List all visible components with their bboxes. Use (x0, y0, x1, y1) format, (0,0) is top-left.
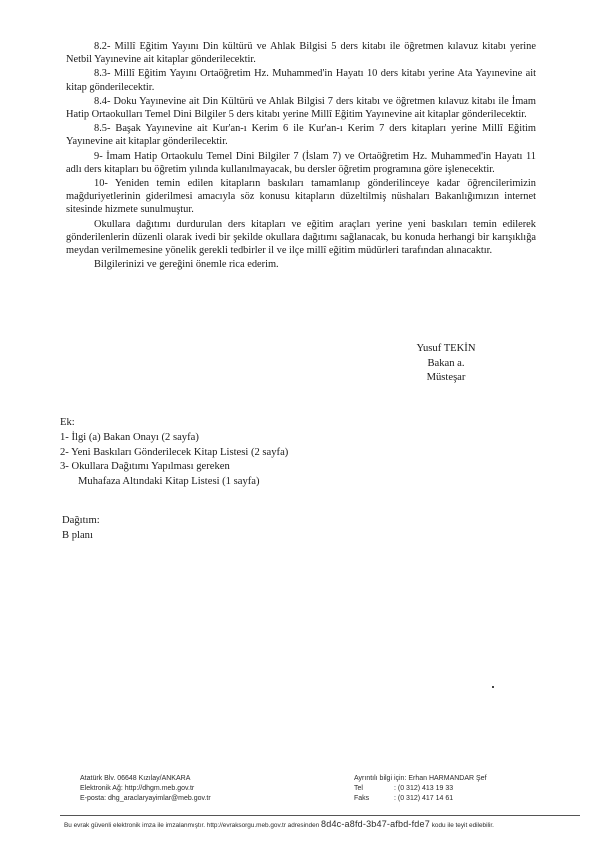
attachment-item: 1- İlgi (a) Bakan Onayı (2 sayfa) (60, 431, 199, 443)
tel-value: : (0 312) 413 19 33 (394, 785, 454, 792)
footer-address: Atatürk Blv. 06648 Kızılay/ANKARA (80, 775, 191, 782)
distribution-value: B planı (62, 529, 93, 541)
footer-network: Elektronik Ağ: http://dhgm.meb.gov.tr (80, 785, 195, 792)
signatory-name: Yusuf TEKİN (416, 343, 476, 354)
distribution-heading: Dağıtım: (62, 515, 100, 526)
signature-block (386, 342, 506, 386)
paragraph-8-3: 8.3- Millî Eğitim Yayını Ortaöğretim Hz. Muhammed'in Hayatı 10 ders kitabı yerine Ata Yayınevine ait kitap gönderilecektir. (66, 68, 536, 93)
scan-speck (492, 686, 494, 688)
fax-value: : (0 312) 417 14 61 (394, 795, 454, 802)
attachments-heading: Ek: (60, 417, 75, 428)
verification-prefix: Bu evrak güvenli elektronik imza ile imzalanmıştır. http://evraksorgu.meb.gov.tr adresinden (64, 822, 320, 829)
signatory-title: Bakan a. (427, 357, 465, 369)
attachment-item: 3- Okullara Dağıtımı Yapılması gereken (60, 461, 230, 473)
attachments-list (60, 416, 420, 490)
paragraph-distribution-note: Okullara dağıtımı durdurulan ders kitapları ve eğitim araçları yerine yeni baskıları temin edilerek gönderilenlerin düzenli olarak ivedi bir şekilde okullara dağıtımı sağlanacak, bu konuda herhangi bir karışıklığa meydan verilmemesine yönelik gerekli tedbirler il ve ilçe millî eğitim müdürleri tarafından alınacaktır. (66, 218, 536, 257)
footer-address-block (80, 774, 300, 804)
footer-fax-row (354, 794, 574, 804)
verification-code: 8d4c-a8fd-3b47-afbd-fde7 (321, 819, 430, 829)
footer-email: E-posta: dhg_araclaryayimlar@meb.gov.tr (80, 795, 211, 802)
verification-suffix: kodu ile teyit edilebilir. (431, 822, 494, 829)
tel-label: Tel (354, 785, 363, 792)
paragraph-closing: Bilgilerinizi ve gereğini önemle rica ederim. (94, 259, 279, 271)
paragraph-9: 9- İmam Hatip Ortaokulu Temel Dini Bilgiler 7 (İslam 7) ve Ortaöğretim Hz. Muhammed'in Hayatı 11 adlı ders kitapları bu öğretim yılında kullanılmayacak, bu dersler öğretim programına göre işlenecektir. (66, 150, 536, 175)
paragraph-8-5: 8.5- Başak Yayınevine ait Kur'an-ı Kerim 6 ile Kur'an-ı Kerim 7 ders kitapları yerine Millî Eğitim Yayınevine ait kitaplar gönderilecektir. (66, 123, 536, 148)
paragraph-8-2: 8.2- Millî Eğitim Yayını Din kültürü ve Ahlak Bilgisi 5 ders kitabı ile öğretmen kılavuz kitabı yerine Netbil Yayınevine ait kitaplar gönderilecektir. (66, 41, 536, 66)
fax-label: Faks (354, 795, 370, 802)
attachment-item: 2- Yeni Baskıları Gönderilecek Kitap Listesi (2 sayfa) (60, 446, 289, 458)
distribution-block (62, 514, 100, 544)
signatory-position: Müsteşar (426, 372, 466, 384)
verification-line (64, 820, 584, 830)
attachment-item-continued: Muhafaza Altındaki Kitap Listesi (1 sayfa) (78, 476, 260, 488)
letter-body (66, 40, 536, 272)
paragraph-10: 10- Yeniden temin edilen kitapların baskıları tamamlanıp gönderilinceye kadar öğrencilerimizin mağduriyetlerinin giderilmesi amacıyla söz konusu kitapların düzeltilmiş nüshaları Bakanlığımızın internet sitesinde hizmete sunulmuştur. (66, 178, 536, 216)
footer-contact: Ayrıntılı bilgi için: Erhan HARMANDAR Şef (354, 775, 487, 782)
footer-contact-block (354, 774, 574, 804)
footer-tel-row (354, 784, 574, 794)
paragraph-8-4: 8.4- Doku Yayınevine ait Din Kültürü ve Ahlak Bilgisi 7 ders kitabı ve öğretmen kılavuz kitabı ile İmam Hatip Ortaokulları Temel Dini Bilgiler 5 ders kitabı yerine Millî Eğitim Yayınevine ait kitaplar gönderilecektir. (66, 95, 536, 121)
footer-divider (60, 815, 580, 816)
